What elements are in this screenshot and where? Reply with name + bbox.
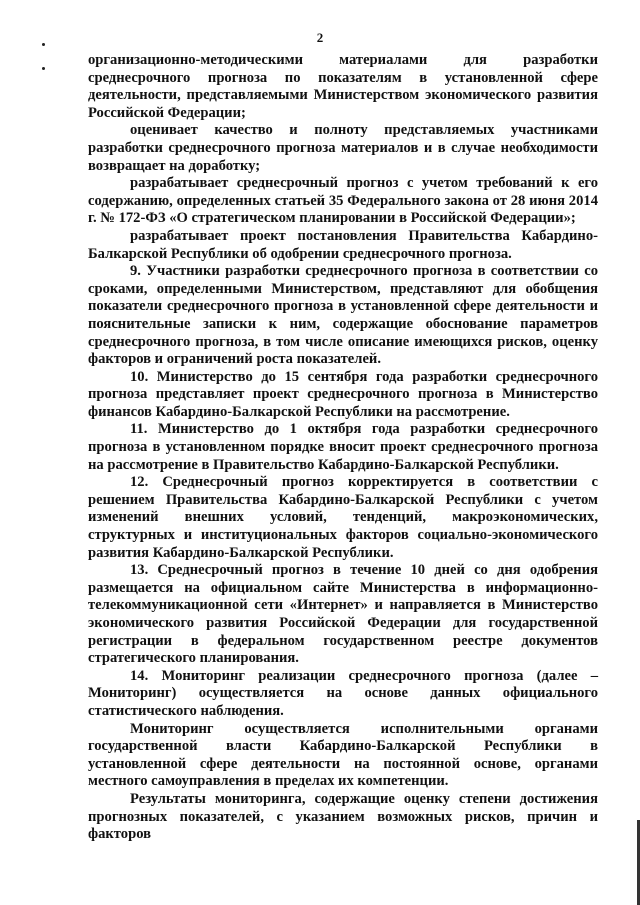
paragraph: оценивает качество и полноту представляемых участниками разработки среднесрочного прогноза материалов и в случае необходимости возвращает на доработку; — [88, 122, 598, 174]
paragraph-item-14: 14. Мониторинг реализации среднесрочного прогноза (далее – Мониторинг) осуществляется на основе данных официального статистического наблюдения. — [88, 667, 598, 719]
page-number: 2 — [316, 30, 324, 45]
paragraph-item-10: 10. Министерство до 15 сентября года разработки среднесрочного прогноза представляет проект среднесрочного прогноза в Министерство финансов Кабардино-Балкарской Республики на рассмотрение. — [88, 368, 598, 420]
scan-dot — [42, 43, 45, 46]
paragraph: Результаты мониторинга, содержащие оценку степени достижения прогнозных показателей, с указанием возможных рисков, причин и факторов — [88, 790, 598, 843]
paragraph: разрабатывает среднесрочный прогноз с учетом требований к его содержанию, определенных статьей 35 Федерального закона от 28 июня 2014 г. № 172-ФЗ «О стратегическом планировании в Российской Федерации»; — [88, 175, 598, 227]
scan-dot — [42, 67, 45, 70]
paragraph-item-9: 9. Участники разработки среднесрочного прогноза в соответствии со сроками, определенными Министерством, представляют для обобщения показатели среднесрочного прогноза в установленной сфере деятельности и пояснительные записки к ним, содержащие обоснование параметров среднесрочного прогноза, в том числе описание имеющихся рисков, оценку факторов и ограничений роста показателей. — [88, 263, 598, 368]
paragraph-item-12: 12. Среднесрочный прогноз корректируется в соответствии с решением Правительства Кабардино-Балкарской Республики с учетом изменений внешних условий, тенденций, макроэкономических, структурных и институциональных факторов социально-экономического развития Кабардино-Балкарской Республики. — [88, 474, 598, 561]
paragraph-item-11: 11. Министерство до 1 октября года разработки среднесрочного прогноза в установленном порядке вносит проект среднесрочного прогноза на рассмотрение в Правительство Кабардино-Балкарской Республики. — [88, 421, 598, 473]
paragraph: разрабатывает проект постановления Правительства Кабардино-Балкарской Республики об одобрении среднесрочного прогноза. — [88, 227, 598, 262]
paragraph: организационно-методическими материалами для разработки среднесрочного прогноза по показателям в установленной сфере деятельности, представляемыми Министерством экономического развития Российской Федерации; — [88, 52, 598, 121]
paragraph-item-13: 13. Среднесрочный прогноз в течение 10 дней со дня одобрения размещается на официальном сайте Министерства в информационно-телекоммуникационной сети «Интернет» и направляется в Министерство экономического развития Российской Федерации для государственной регистрации в федеральном государственном реестре документов стратегического планирования. — [88, 562, 598, 667]
paragraph: Мониторинг осуществляется исполнительными органами государственной власти Кабардино-Балкарской Республики в установленной сфере деятельности на постоянной основе, органами местного самоуправления в пределах их компетенции. — [88, 720, 598, 790]
document-body — [88, 52, 598, 844]
